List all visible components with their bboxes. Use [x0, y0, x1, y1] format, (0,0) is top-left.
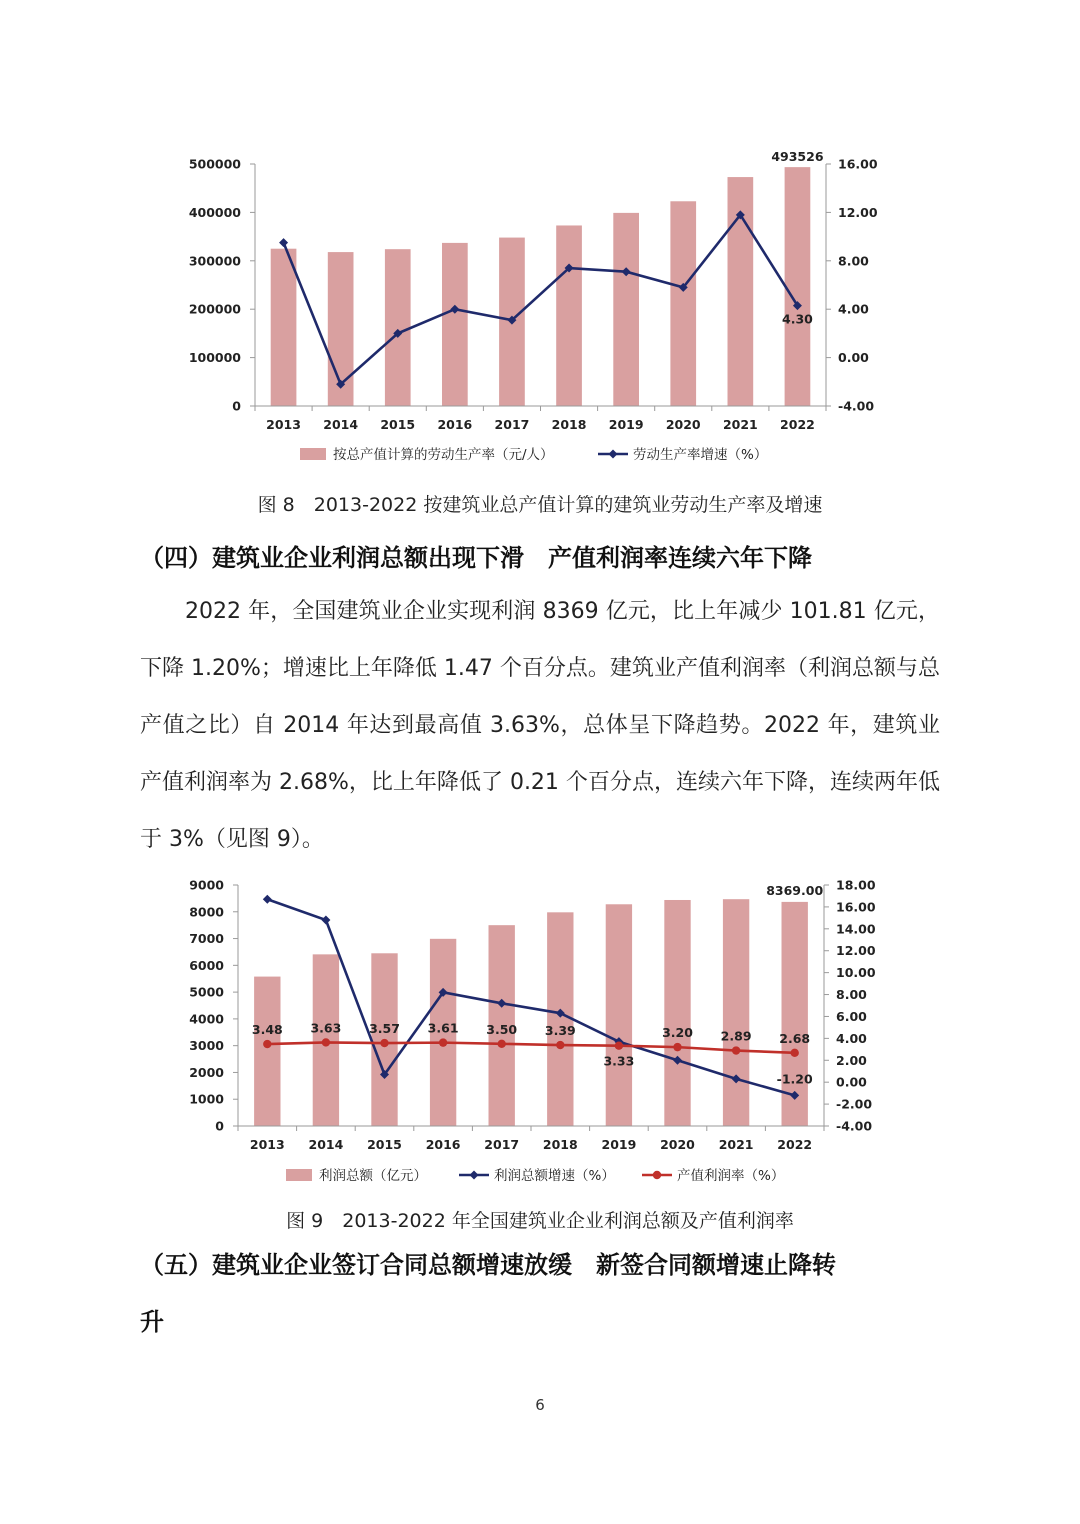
data-label: 3.20: [662, 1025, 693, 1041]
x-tick-label: 2015: [380, 417, 416, 432]
line-point: [556, 1041, 564, 1049]
x-tick-label: 2014: [308, 1137, 344, 1152]
bar: [442, 243, 468, 406]
page-number: 6: [535, 1396, 545, 1414]
x-tick-label: 2016: [437, 417, 473, 432]
right-tick-label: -2.00: [836, 1096, 873, 1112]
right-tick-label: 8.00: [838, 253, 869, 269]
x-tick-label: 2020: [660, 1137, 695, 1152]
x-tick-label: 2020: [665, 417, 701, 432]
line-point: [791, 1049, 799, 1057]
x-tick-label: 2014: [323, 417, 359, 432]
left-axis: [189, 157, 255, 414]
legend: [286, 1167, 784, 1184]
line-point: [263, 895, 272, 904]
bar-series: [271, 167, 811, 406]
right-axis: [824, 878, 876, 1134]
right-tick-label: -4.00: [836, 1118, 873, 1134]
chart-labor-productivity: [0, 140, 1080, 480]
bar: [664, 900, 690, 1126]
bar: [785, 167, 811, 406]
data-label: 3.33: [603, 1053, 635, 1069]
left-tick-label: 1000: [189, 1091, 224, 1107]
x-tick-label: 2022: [777, 1137, 813, 1152]
paragraph-text: 2022 年，全国建筑业企业实现利润 8369 亿元，比上年减少 101.81 亿元，下降 1.20%；增速比上年降低 1.47 个百分点。建筑业产值利润率（利润总额与总产值之比）自 2014 年达到最高值 3.63%，总体呈下降趋势。2022 年，建筑业产值利润率为 2.68%，比上年降低了 0.21 个百分点，连续六年下降，连续两年低于 3%（见图 9）。: [140, 599, 940, 852]
left-tick-label: 300000: [188, 253, 241, 269]
right-tick-label: 18.00: [836, 877, 876, 893]
chart-profit: [0, 868, 1080, 1198]
right-tick-label: 0.00: [838, 350, 869, 366]
line-point: [321, 916, 330, 925]
data-label: 3.57: [369, 1021, 400, 1037]
x-tick-label: 2021: [722, 417, 758, 432]
figure-8-caption: 图 8 2013-2022 按建筑业总产值计算的建筑业劳动生产率及增速: [257, 494, 823, 516]
left-tick-label: 9000: [189, 877, 224, 893]
data-label: 4.30: [782, 311, 813, 327]
data-label: -1.20: [776, 1071, 813, 1087]
line-point: [263, 1040, 271, 1048]
left-tick-label: 2000: [189, 1064, 224, 1080]
series-line: [284, 215, 798, 384]
x-tick-label: 2016: [425, 1137, 461, 1152]
line-point: [732, 1046, 740, 1054]
bar: [670, 201, 696, 406]
series-line: [267, 899, 794, 1095]
left-tick-label: 0: [232, 398, 241, 414]
line-point: [439, 1038, 447, 1046]
right-tick-label: 12.00: [836, 943, 876, 959]
left-tick-label: 400000: [188, 204, 241, 220]
bar: [613, 213, 639, 406]
right-tick-label: 12.00: [838, 204, 878, 220]
left-tick-label: 4000: [189, 1011, 224, 1027]
left-tick-label: 3000: [189, 1038, 224, 1054]
legend-label: 利润总额（亿元）: [319, 1168, 427, 1184]
x-tick-label: 2013: [249, 1137, 285, 1152]
data-label: 3.50: [486, 1021, 518, 1037]
data-label: 3.63: [310, 1020, 342, 1036]
x-tick-label: 2013: [266, 417, 301, 432]
right-tick-label: -4.00: [838, 398, 875, 414]
bar: [556, 225, 582, 406]
line-series: [279, 210, 802, 388]
line-point: [322, 1038, 330, 1046]
right-tick-label: 0.00: [836, 1074, 867, 1090]
legend-label: 按总产值计算的劳动生产率（元/人）: [333, 447, 554, 463]
x-tick-label: 2021: [718, 1137, 754, 1152]
right-tick-label: 16.00: [836, 899, 876, 915]
bar: [385, 249, 411, 406]
data-label: 493526: [771, 149, 824, 165]
legend-label: 利润总额增速（%）: [494, 1168, 615, 1184]
legend-marker: [470, 1171, 479, 1180]
line-point: [615, 1042, 623, 1050]
section-heading-4: （四）建筑业企业利润总额出现下滑 产值利润率连续六年下降: [140, 544, 812, 572]
right-tick-label: 10.00: [836, 965, 876, 981]
x-tick-label: 2018: [542, 1137, 578, 1152]
data-label: 3.48: [251, 1022, 283, 1038]
left-tick-label: 6000: [189, 957, 224, 973]
legend-swatch: [300, 448, 326, 460]
x-tick-label: 2018: [551, 417, 587, 432]
x-tick-label: 2015: [367, 1137, 402, 1152]
x-tick-label: 2019: [601, 1137, 637, 1152]
legend-swatch: [286, 1169, 312, 1181]
x-axis-ticks: [238, 1126, 824, 1152]
legend-marker: [609, 450, 618, 459]
x-tick-label: 2017: [494, 417, 530, 432]
right-tick-label: 2.00: [836, 1052, 867, 1068]
left-axis: [189, 878, 238, 1134]
figure-9-caption: 图 9 2013-2022 年全国建筑业企业利润总额及产值利润率: [286, 1210, 794, 1232]
series-line: [267, 1042, 794, 1052]
data-label: 3.39: [544, 1023, 576, 1039]
legend-label: 劳动生产率增速（%）: [633, 447, 768, 463]
right-tick-label: 4.00: [838, 301, 869, 317]
legend: [300, 446, 767, 463]
bar: [271, 249, 297, 406]
line-point: [279, 238, 288, 247]
line-series: [263, 895, 799, 1100]
left-tick-label: 200000: [188, 301, 241, 317]
bar: [547, 912, 573, 1126]
data-label: 2.68: [779, 1030, 811, 1046]
data-label: 8369.00: [766, 882, 824, 898]
left-tick-label: 5000: [189, 984, 224, 1000]
x-tick-label: 2019: [608, 417, 644, 432]
right-tick-label: 16.00: [838, 156, 878, 172]
x-axis-ticks: [255, 406, 826, 432]
right-tick-label: 6.00: [836, 1008, 867, 1024]
bar: [723, 899, 749, 1126]
x-tick-label: 2022: [780, 417, 815, 432]
bar-series: [251, 899, 811, 1126]
bar: [254, 977, 280, 1126]
line-point: [498, 1040, 506, 1048]
data-label: 2.89: [720, 1028, 752, 1044]
right-tick-label: 8.00: [836, 987, 867, 1003]
right-axis: [826, 157, 878, 414]
legend-label: 产值利润率（%）: [677, 1168, 785, 1184]
line-point: [673, 1043, 681, 1051]
right-tick-label: 4.00: [836, 1030, 867, 1046]
left-tick-label: 100000: [188, 350, 241, 366]
body-paragraph: [140, 583, 940, 868]
data-label: 3.61: [427, 1020, 459, 1036]
left-tick-label: 0: [215, 1118, 224, 1134]
left-tick-label: 500000: [188, 156, 241, 172]
section-heading-5: （五）建筑业企业签订合同总额增速放缓 新签合同额增速止降转: [140, 1251, 836, 1279]
x-tick-label: 2017: [484, 1137, 520, 1152]
legend-marker: [653, 1171, 661, 1179]
left-tick-label: 7000: [189, 931, 224, 947]
right-tick-label: 14.00: [836, 921, 876, 937]
bar: [606, 904, 632, 1126]
section-heading-5-cont: 升: [140, 1308, 164, 1336]
left-tick-label: 8000: [189, 904, 224, 920]
line-point: [380, 1039, 388, 1047]
